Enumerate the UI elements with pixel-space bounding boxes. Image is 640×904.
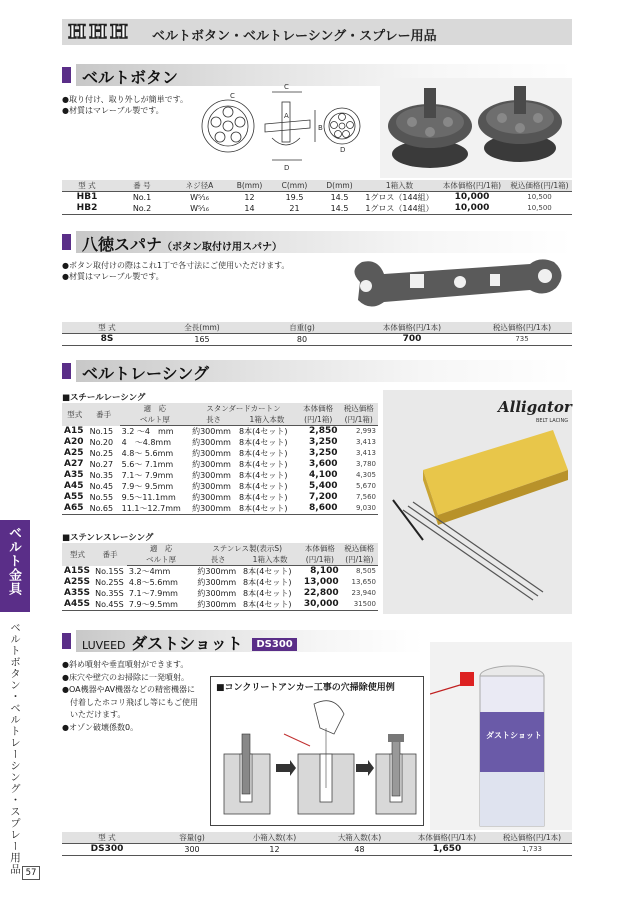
col-header: 1箱入数 <box>362 180 437 192</box>
cell: 12 <box>232 844 317 856</box>
cell: 735 <box>472 334 572 346</box>
cell: 11.1～12.7mm <box>120 503 190 515</box>
cell: 165 <box>152 334 252 346</box>
col-header: 税込価格(円/1箱) <box>507 180 572 192</box>
cell: No.35 <box>89 471 114 480</box>
table-header-row <box>62 403 378 414</box>
cell: 9.5～11.1mm <box>121 493 176 502</box>
section-title-belt-button: ベルトボタン <box>62 64 572 86</box>
cell: 5,670 <box>355 482 376 490</box>
cell: No.45S <box>93 599 127 611</box>
cell: No.15 <box>89 426 114 436</box>
col-header: 本体価格 <box>303 404 334 413</box>
col-header: 適 応 <box>143 404 167 413</box>
cell: 3,780 <box>355 460 376 468</box>
diagram-label-c2: C <box>230 92 235 100</box>
cell: No.27 <box>89 460 114 469</box>
steel-lacing-label: ■スチールレーシング <box>62 393 146 403</box>
diagram-label-a: A <box>284 112 289 120</box>
table-row <box>62 334 572 346</box>
belt-button-diagram <box>190 80 370 172</box>
belt-button-bullets <box>62 94 188 116</box>
cell: 14 <box>227 203 272 215</box>
cell: 31500 <box>341 599 378 611</box>
bullet: ●OA機器やAV機器などの精密機器に <box>62 685 196 694</box>
diagram-label-c: C <box>284 83 289 91</box>
col-header: B(mm) <box>227 180 272 192</box>
stainless-lacing-table <box>62 543 378 611</box>
cell: 約300mm <box>192 427 231 436</box>
dust-bullets <box>62 659 198 734</box>
dust-title: ダストショット <box>131 634 243 653</box>
cell: 3,250 <box>309 448 338 458</box>
table-header-row <box>62 322 572 334</box>
col-header: ステンレス製(表示S) <box>212 544 283 553</box>
cell: 8本(4セット) <box>239 427 288 436</box>
col-header: 型式 <box>67 409 83 419</box>
col-header: 型式 <box>70 549 86 559</box>
cell: 8,600 <box>297 503 340 515</box>
cell: 約300mm <box>192 471 231 480</box>
table-row <box>62 192 572 204</box>
col-header: 本体価格(円/1本) <box>402 832 492 844</box>
cell: No.55 <box>89 493 114 502</box>
alligator-brand-sub: BELT LACING <box>536 418 569 424</box>
table-header-row <box>62 543 378 554</box>
category-description: ベルトボタン・ベルトレーシング・スプレー用品 <box>9 622 21 875</box>
cell: 8本(4セット) <box>243 578 292 587</box>
table-row <box>62 426 378 438</box>
cell: 8,505 <box>355 567 376 575</box>
cell: 22,800 <box>303 588 339 598</box>
col-header: (円/1箱) <box>340 414 378 426</box>
bullet: ●材質はマレーブル製です。 <box>62 106 164 115</box>
cell: 7.1～ 7.9mm <box>121 471 174 480</box>
cell: 21 <box>272 203 317 215</box>
cell: 約300mm <box>197 589 237 598</box>
cell: DS300 <box>62 844 152 856</box>
bullet: ●オゾン破壊係数0。 <box>62 722 139 732</box>
cell: 3.2～4mm <box>128 567 171 576</box>
cell: A15 <box>64 425 84 436</box>
cell: A35 <box>64 470 84 480</box>
cell: 80 <box>252 334 352 346</box>
wrench-photo <box>340 252 572 316</box>
table-row <box>62 844 572 856</box>
col-header: 番手 <box>102 549 118 559</box>
cell: 8本(4セット) <box>239 460 288 469</box>
cell: 7,560 <box>355 493 376 501</box>
cell: 300 <box>152 844 232 856</box>
table-header-row <box>62 180 572 192</box>
table-row <box>62 577 378 588</box>
col-header: 適 応 <box>149 544 173 553</box>
cell: 10,000 <box>437 203 507 215</box>
cell: 12 <box>244 193 255 202</box>
cell: 8本(4セット) <box>239 482 288 491</box>
col-header: C(mm) <box>272 180 317 192</box>
table-row <box>62 481 378 492</box>
bullet: ●床穴や壁穴のお掃除に一発噴射。 <box>62 672 189 682</box>
col-header: 型 式 <box>62 180 112 192</box>
cell: 8本(4セット) <box>241 599 299 611</box>
luveed-prefix: LUVEED <box>82 639 126 652</box>
col-header: 本体価格(円/1本) <box>352 322 472 334</box>
cell: 約300mm <box>192 493 231 502</box>
table-row <box>62 470 378 481</box>
col-header: (円/1箱) <box>341 554 378 566</box>
cell: 4.8～5.6mm <box>128 578 178 587</box>
cell: 約300mm <box>197 578 237 587</box>
diagram-label-d: D <box>284 164 290 172</box>
cell: 7.9～9.5mm <box>127 599 195 611</box>
col-header: 本体価格(円/1箱) <box>437 180 507 192</box>
cell: 10,500 <box>527 193 552 201</box>
table-row <box>62 492 378 503</box>
cell: No.25 <box>89 449 114 458</box>
usage-example-title: ■コンクリートアンカー工事の穴掃除使用例 <box>216 683 395 693</box>
cell: A65 <box>62 503 88 515</box>
cell: 2,993 <box>355 427 376 435</box>
bullet: 付着したホコリ飛ばし等にもご使用 <box>62 697 198 707</box>
diagram-label-b: B <box>318 124 323 132</box>
cell: 1グロス（144組） <box>365 193 434 202</box>
cell: W⁵⁄₁₆ <box>190 193 209 202</box>
cell: 3,600 <box>309 459 338 469</box>
col-header: 長さ <box>195 554 241 566</box>
cell: 5,400 <box>309 481 338 491</box>
col-header: 税込価格(円/1本) <box>472 322 572 334</box>
cell: No.15S <box>95 566 124 576</box>
cell: A45S <box>62 599 93 611</box>
table-row <box>62 203 572 215</box>
table-row <box>62 599 378 611</box>
cell: A45 <box>64 481 84 491</box>
cell: 8本(4セット) <box>243 567 292 576</box>
wrench-table <box>62 322 572 346</box>
page-number: 57 <box>22 866 40 880</box>
cell: 19.5 <box>285 193 304 202</box>
col-header: ベルト厚 <box>120 414 190 426</box>
cell: 23,940 <box>351 589 376 597</box>
col-header: 税込価格(円/1本) <box>492 832 572 844</box>
bullet: ●斜め噴射や垂直噴射ができます。 <box>62 660 189 669</box>
cell: 700 <box>352 334 472 346</box>
cell: 7.9～ 9.5mm <box>121 482 174 491</box>
cell: HB1 <box>76 192 98 202</box>
col-header: ベルト厚 <box>127 554 195 566</box>
cell: 3,413 <box>355 438 376 446</box>
cell: A15S <box>64 565 90 576</box>
belt-button-photo <box>380 78 572 178</box>
cell: W⁵⁄₁₆ <box>172 203 227 215</box>
cell: 10,500 <box>507 203 572 215</box>
col-header: 本体価格 <box>304 544 335 553</box>
cell: 1グロス（144組） <box>362 203 437 215</box>
cell: 約300mm <box>192 460 231 469</box>
cell: 約300mm <box>195 599 241 611</box>
cell: 8本(4セット) <box>239 471 288 480</box>
cell: A20 <box>64 437 84 447</box>
table-row <box>62 566 378 578</box>
cell: No.35S <box>95 589 124 598</box>
col-header: 番 号 <box>112 180 172 192</box>
table-header-row <box>62 832 572 844</box>
bullet: ●取り付け、取り外しが簡単です。 <box>62 95 189 104</box>
ds300-badge: DS300 <box>252 638 296 651</box>
category-tab-label: ベルト金具 <box>6 526 21 596</box>
cell: 5.6～ 7.1mm <box>121 460 174 469</box>
dust-shot-table <box>62 832 572 856</box>
usage-example-illustration <box>214 694 422 822</box>
cell: 7,200 <box>309 492 338 502</box>
col-header: 大箱入数(本) <box>317 832 402 844</box>
cell: 13,650 <box>351 578 376 586</box>
cell: No.65 <box>88 503 120 515</box>
col-header: 型 式 <box>62 832 152 844</box>
cell: No.25S <box>95 578 124 587</box>
cell: 3.2 ～4 mm <box>121 427 174 436</box>
cell: 30,000 <box>299 599 341 611</box>
cell: 8本(4セット) <box>239 438 288 447</box>
col-header: 税込価格 <box>343 404 374 413</box>
cell: No.45 <box>89 482 114 491</box>
bullet: いただけます。 <box>62 710 126 719</box>
col-header: (円/1箱) <box>299 554 341 566</box>
cell: 約300mm <box>192 482 231 491</box>
col-header: ネジ径A <box>172 180 227 192</box>
alligator-brand: Alligator <box>498 398 572 416</box>
cell: A25 <box>64 448 84 458</box>
cell: HB2 <box>62 203 112 215</box>
cell: 7.1～7.9mm <box>128 589 178 598</box>
cell: A25S <box>64 577 90 587</box>
cell: 4,100 <box>309 470 338 480</box>
cell: A27 <box>64 459 84 469</box>
cell: 13,000 <box>303 577 339 587</box>
table-row <box>62 588 378 599</box>
col-header: 容量(g) <box>152 832 232 844</box>
cell: 48 <box>317 844 402 856</box>
table-row <box>62 503 378 515</box>
cell: 10,000 <box>454 192 490 202</box>
table-row <box>62 459 378 470</box>
table-row <box>62 437 378 448</box>
brand-logo: HHH <box>68 21 131 43</box>
cell: 14.5 <box>330 193 349 202</box>
wrench-subtitle: （ボタン取付け用スパナ） <box>162 242 283 253</box>
wrench-title: 八徳スパナ <box>82 235 163 254</box>
col-header: 税込価格 <box>344 544 375 553</box>
col-header: 番手 <box>96 409 112 419</box>
bullet: ●ボタン取付けの際はこれ1丁で各寸法にご使用いただけます。 <box>62 261 290 270</box>
cell: 14.5 <box>317 203 362 215</box>
wrench-bullets <box>62 260 289 282</box>
page-title: ベルトボタン・ベルトレーシング・スプレー用品 <box>152 29 437 44</box>
col-header: 小箱入数(本) <box>232 832 317 844</box>
cell: 4 ～4.8mm <box>121 438 172 447</box>
cell: A55 <box>64 492 84 502</box>
col-header: D(mm) <box>317 180 362 192</box>
col-header: (円/1箱) <box>297 414 340 426</box>
cell: A35S <box>64 588 90 598</box>
cell: No.20 <box>89 438 114 447</box>
col-header: 1箱入本数 <box>241 554 299 566</box>
col-header: スタンダードカートン <box>206 404 281 413</box>
steel-lacing-table <box>62 403 378 515</box>
spray-can-label: ダストショット <box>486 731 542 740</box>
cell: 8本(4セット) <box>243 589 292 598</box>
bullet: ●材質はマレーブル製です。 <box>62 272 164 281</box>
cell: 3,250 <box>309 437 338 447</box>
cell: 8S <box>62 334 152 346</box>
cell: 8本(4セット) <box>239 493 288 502</box>
cell: 8本(4セット) <box>239 449 288 458</box>
col-header: 型 式 <box>62 322 152 334</box>
cell: 1,650 <box>402 844 492 856</box>
col-header: 自重(g) <box>252 322 352 334</box>
cell: 2,850 <box>309 426 338 436</box>
cell: No.2 <box>112 203 172 215</box>
cell: 3,413 <box>355 449 376 457</box>
cell: 4,305 <box>355 471 376 479</box>
col-header: 1箱入本数 <box>237 414 297 426</box>
cell: 約300mm <box>192 438 231 447</box>
cell: 1,733 <box>492 844 572 856</box>
cell: 8本(4セット) <box>237 503 297 515</box>
belt-button-table <box>62 180 572 215</box>
cell: No.1 <box>132 193 152 202</box>
cell: 4.8～ 5.6mm <box>121 449 174 458</box>
section-title-lacing: ベルトレーシング <box>62 360 572 382</box>
cell: 8,100 <box>310 566 339 576</box>
cell: 9,030 <box>340 503 378 515</box>
diagram-label-d2: D <box>340 146 346 154</box>
col-header: 長さ <box>190 414 237 426</box>
cell: 約300mm <box>192 449 231 458</box>
cell: 約300mm <box>197 567 237 576</box>
cell: 約300mm <box>190 503 237 515</box>
col-header: 全長(mm) <box>152 322 252 334</box>
table-row <box>62 448 378 459</box>
section-title-wrench <box>62 231 572 253</box>
stainless-lacing-label: ■ステンレスレーシング <box>62 533 154 543</box>
